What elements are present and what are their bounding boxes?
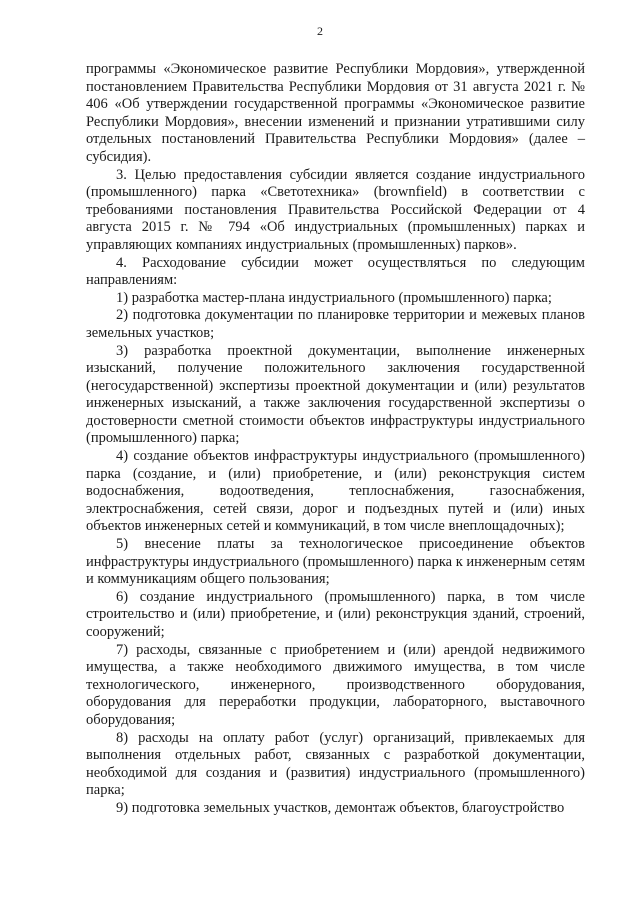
list-item-3: 3) разработка проектной документации, выполнение инженерных изысканий, получение положительного заключения государственной (негосударственной) экспертизы проектной документации и (или) результатов инженерных изысканий, а также заключения государственной экспертизы о достоверности сметной стоимости объектов инфраструктуры индустриального (промышленного) парка; [86, 342, 585, 447]
paragraph-subsidy-definition: программы «Экономическое развитие Республики Мордовия», утвержденной постановлением Правительства Республики Мордовия от 31 августа 2021 г. № 406 «Об утверждении государственной программы «Экономическое развитие Республики Мордовия», внесении изменений и признании утратившими силу отдельных постановлений Правительства Республики Мордовия» (далее – субсидия). [86, 61, 585, 165]
document-body [86, 61, 585, 818]
list-item-1: 1) разработка мастер-плана индустриального (промышленного) парка; [116, 289, 552, 306]
list-item-7: 7) расходы, связанные с приобретением и (или) арендой недвижимого имущества, а также необходимого движимого имущества, в том числе технологического, инженерного, производственного оборудования, оборудования для переработки продукции, лабораторного, выставочного оборудования; [86, 641, 585, 728]
paragraph-item-3-purpose: 3. Целью предоставления субсидии является создание индустриального (промышленного) парка «Светотехника» (brownfield) в соответствии с требованиями постановления Правительства Российской Федерации от 4 августа 2015 г. № 794 «Об индустриальных (промышленных) парках и управляющих компаниях индустриальных (промышленных) парков». [86, 166, 585, 253]
list-item-8: 8) расходы на оплату работ (услуг) организаций, привлекаемых для выполнения отдельных работ, связанных с разработкой документации, необходимой для создания и (развития) индустриального (промышленного) парка; [86, 729, 585, 799]
list-item-5: 5) внесение платы за технологическое присоединение объектов инфраструктуры индустриального (промышленного) парка к инженерным сетям и коммуникациям общего пользования; [86, 536, 585, 588]
list-item-9: 9) подготовка земельных участков, демонтаж объектов, благоустройство [116, 799, 565, 816]
list-item-2: 2) подготовка документации по планировке территории и межевых планов земельных участков; [86, 307, 585, 341]
list-item-4: 4) создание объектов инфраструктуры индустриального (промышленного) парка (создание, и (или) приобретение, и (или) реконструкция систем водоснабжения, водоотведения, теплоснабжения, газоснабжения, электроснабжения, сетей связи, дорог и подъездных путей и (или) иных объектов инженерных сетей и коммуникаций, в том числе внеплощадочных); [86, 448, 585, 535]
paragraph-item-4-directions: 4. Расходование субсидии может осуществляться по следующим направлениям: [86, 254, 585, 289]
page-number: 2 [317, 24, 323, 38]
list-item-6: 6) создание индустриального (промышленного) парка, в том числе строительство и (или) приобретение, и (или) реконструкция зданий, строений, сооружений; [86, 588, 585, 640]
